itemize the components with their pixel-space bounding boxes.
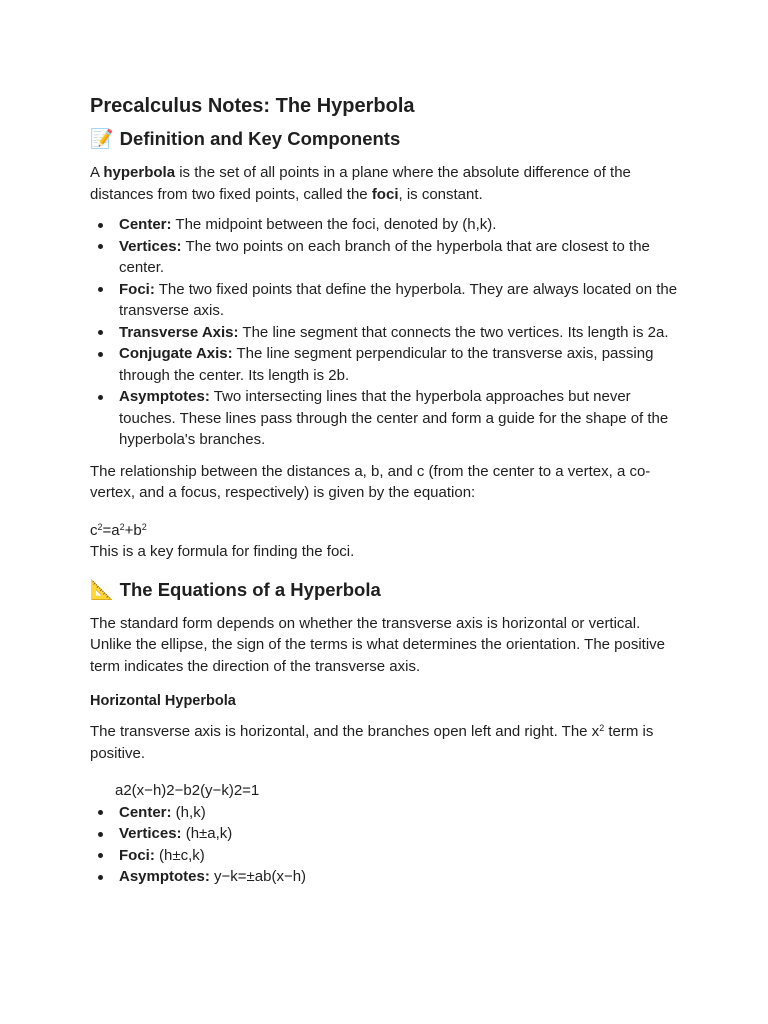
list-item	[119, 343, 680, 386]
key-components-list	[90, 214, 680, 451]
bold-term-hyperbola: hyperbola	[103, 164, 176, 181]
bold-term-foci: foci	[371, 185, 399, 203]
list-item-text: The line segment perpendicular to the transverse axis, passing through the center. Its length is 2b.	[119, 345, 654, 384]
text-run: A	[90, 164, 104, 181]
list-item-text: The two points on each branch of the hyperbola that are closest to the center.	[119, 237, 650, 276]
list-item-term: Foci:	[119, 846, 155, 864]
text-run: term is positive.	[90, 723, 654, 762]
list-item	[119, 845, 680, 867]
list-item	[119, 214, 680, 236]
list-item-term: Asymptotes:	[119, 868, 210, 885]
text-run: The transverse axis is horizontal, and the branches open left and right. The x	[90, 723, 600, 740]
superscript: 2	[599, 723, 605, 733]
memo-icon: 📝	[90, 128, 114, 150]
list-item-term: Center:	[119, 803, 172, 821]
list-item-term: Conjugate Axis:	[119, 345, 233, 362]
list-item	[119, 866, 680, 888]
superscript: 2	[97, 521, 103, 532]
list-item	[119, 322, 680, 344]
document-page	[90, 92, 680, 888]
equation-part: +b	[124, 521, 142, 539]
list-item	[119, 802, 680, 824]
pythagorean-equation	[90, 520, 680, 542]
equation-part: c	[90, 521, 98, 539]
page-title: Precalculus Notes: The Hyperbola	[90, 95, 415, 117]
standard-form-paragraph: The standard form depends on whether the transverse axis is horizontal or vertical. Unlike the ellipse, the sign of the terms is what determines the orientation. The positive term indicates the direction of the transverse axis.	[90, 614, 666, 675]
subheading-horizontal: Horizontal Hyperbola	[90, 693, 236, 709]
relationship-paragraph: The relationship between the distances a, b, and c (from the center to a vertex, a co-vertex, and a focus, respectively) is given by the equation:	[90, 462, 651, 501]
text-run: , is constant.	[398, 185, 483, 203]
definition-paragraph	[90, 162, 680, 205]
section-heading-text: Definition and Key Components	[119, 128, 401, 149]
section-heading-definition	[90, 126, 680, 152]
list-item-text: (h,k)	[171, 803, 206, 821]
superscript: 2	[141, 521, 147, 532]
list-item-text: The midpoint between the foci, denoted by (h,k).	[171, 216, 497, 233]
equation-note: This is a key formula for finding the foci.	[90, 543, 355, 560]
list-item-term: Transverse Axis:	[119, 323, 239, 341]
list-item-term: Vertices:	[119, 825, 182, 842]
list-item	[119, 236, 680, 279]
horizontal-description	[90, 721, 680, 764]
list-item-term: Asymptotes:	[119, 388, 210, 405]
list-item-text: Two intersecting lines that the hyperbola approaches but never touches. These lines pass through the center and form a guide for the shape of the hyperbola's branches.	[119, 388, 669, 448]
list-item-text: (h±c,k)	[154, 846, 205, 864]
triangular-ruler-icon: 📐	[90, 578, 114, 601]
text-run: is the set of all points in a plane where the absolute difference of the distances from two fixed points, called the	[90, 164, 631, 203]
horizontal-properties-list	[90, 802, 680, 888]
section-heading-equations	[90, 577, 680, 603]
equation-part: =a	[102, 521, 120, 539]
list-item	[119, 386, 680, 451]
list-item-text: y−k=±ab(x−h)	[209, 868, 307, 885]
section-heading-text: The Equations of a Hyperbola	[119, 578, 381, 600]
list-item	[119, 279, 680, 322]
list-item-text: The line segment that connects the two vertices. Its length is 2a.	[238, 323, 669, 341]
list-item	[119, 823, 680, 845]
list-item-term: Foci:	[119, 280, 155, 298]
superscript: 2	[119, 521, 125, 532]
list-item-term: Vertices:	[119, 237, 182, 255]
list-item-text: The two fixed points that define the hyperbola. They are always located on the transverse axis.	[119, 280, 678, 319]
list-item-term: Center:	[119, 216, 172, 233]
list-item-text: (h±a,k)	[181, 825, 233, 842]
horizontal-equation: a2(x−h)2−b2(y−k)2=1	[115, 782, 260, 799]
